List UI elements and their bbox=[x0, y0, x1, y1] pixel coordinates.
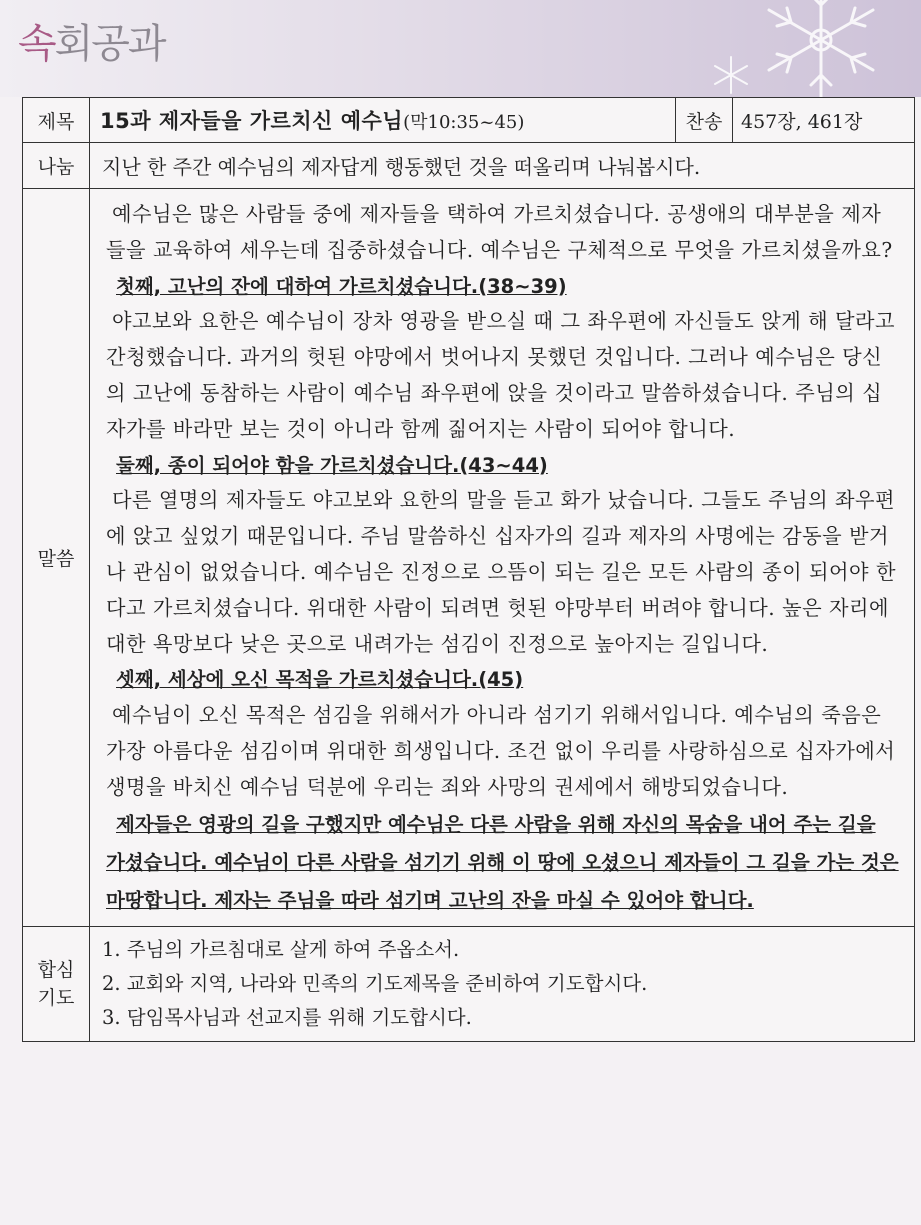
lesson-title: 15과 제자들을 가르치신 예수님 bbox=[100, 109, 404, 133]
word-body bbox=[90, 189, 915, 927]
lesson-reference: (막10:35~45) bbox=[403, 112, 525, 133]
share-label: 나눔 bbox=[23, 143, 90, 189]
snowflake-icon bbox=[711, 0, 901, 97]
point1-paragraph: 야고보와 요한은 예수님이 장차 영광을 받으실 때 그 좌우편에 자신들도 앉게 해 달라고 간청했습니다. 과거의 헛된 야망에서 벗어나지 못했던 것입니다. 그러나 예수님은 당신의 고난에 동참하는 사람이 예수님 좌우편에 앉을 것이라고 말씀하셨습니다. 주님의 십자가를 바라만 보는 것이 아니라 함께 짊어지는 사람이 되어야 합니다. bbox=[106, 309, 896, 441]
page-header bbox=[0, 0, 921, 97]
prayer-row bbox=[23, 926, 915, 1041]
point2-paragraph: 다른 열명의 제자들도 야고보와 요한의 말을 듣고 화가 났습니다. 그들도 주님의 좌우편에 앉고 싶었기 때문입니다. 주님 말씀하신 십자가의 길과 제자의 사명에는 감동을 받거나 관심이 없었습니다. 예수님은 진정으로 으뜸이 되는 길은 모든 사람의 종이 되어야 한다고 가르치셨습니다. 위대한 사람이 되려면 헛된 야망부터 버려야 합니다. 높은 자리에 대한 욕망보다 낮은 곳으로 내려가는 섬김이 진정으로 높아지는 길입니다. bbox=[106, 488, 896, 656]
point3-heading: 셋째, 세상에 오신 목적을 가르치셨습니다.(45) bbox=[116, 668, 524, 692]
intro-paragraph: 예수님은 많은 사람들 중에 제자들을 택하여 가르치셨습니다. 공생애의 대부분을 제자들을 교육하여 세우는데 집중하셨습니다. 예수님은 구체적으로 무엇을 가르치셨을까요? bbox=[106, 202, 893, 262]
prayer-item: 2. 교회와 지역, 나라와 민족의 기도제목을 준비하여 기도합시다. bbox=[102, 971, 648, 995]
point2-heading: 둘째, 종이 되어야 함을 가르치셨습니다.(43~44) bbox=[116, 453, 548, 477]
section-title-rest: 회공과 bbox=[54, 21, 165, 67]
lesson-table bbox=[22, 97, 915, 1042]
share-text: 지난 한 주간 예수님의 제자답게 행동했던 것을 떠올리며 나눠봅시다. bbox=[90, 143, 915, 189]
prayer-list bbox=[90, 926, 915, 1041]
prayer-label-line1: 합심 bbox=[37, 958, 75, 981]
share-row bbox=[23, 143, 915, 189]
word-label: 말씀 bbox=[23, 189, 90, 927]
prayer-item: 3. 담임목사님과 선교지를 위해 기도합시다. bbox=[102, 1005, 472, 1029]
section-title bbox=[18, 12, 165, 69]
conclusion-paragraph: 제자들은 영광의 길을 구했지만 예수님은 다른 사람을 위해 자신의 목숨을 내어 주는 길을 가셨습니다. 예수님이 다른 사람을 섬기기 위해 이 땅에 오셨으니 제자들이 그 길을 가는 것은 마땅합니다. 제자는 주님을 따라 섬기며 고난의 잔을 마실 수 있어야 합니다. bbox=[106, 812, 899, 912]
hymn-value: 457장, 461장 bbox=[733, 98, 915, 143]
prayer-label bbox=[23, 926, 90, 1041]
point3-paragraph: 예수님이 오신 목적은 섬김을 위해서가 아니라 섬기기 위해서입니다. 예수님의 죽음은 가장 아름다운 섬김이며 위대한 희생입니다. 조건 없이 우리를 사랑하심으로 십자가에서 생명을 바치신 예수님 덕분에 우리는 죄와 사망의 권세에서 해방되었습니다. bbox=[106, 703, 896, 799]
lesson-title-cell bbox=[90, 98, 676, 143]
word-row bbox=[23, 189, 915, 927]
point1-heading: 첫째, 고난의 잔에 대하여 가르치셨습니다.(38~39) bbox=[116, 274, 567, 298]
title-label: 제목 bbox=[23, 98, 90, 143]
title-row bbox=[23, 98, 915, 143]
prayer-label-line2: 기도 bbox=[37, 986, 75, 1009]
hymn-label: 찬송 bbox=[676, 98, 733, 143]
section-title-first: 속 bbox=[18, 21, 55, 67]
prayer-item: 1. 주님의 가르침대로 살게 하여 주옵소서. bbox=[102, 937, 460, 961]
